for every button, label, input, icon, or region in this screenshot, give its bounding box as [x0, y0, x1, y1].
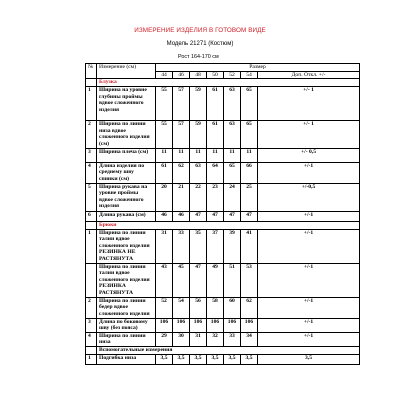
row-value: 11 [173, 148, 190, 162]
row-value: 47 [241, 211, 258, 221]
row-value: 31 [190, 332, 207, 346]
row-value: 52 [156, 297, 173, 318]
row-value: 35 [190, 229, 207, 263]
row-tolerance: +/-1 [258, 332, 360, 346]
row-label: Подгибка низа [97, 354, 156, 364]
row-value: 61 [207, 121, 224, 148]
row-label: Ширина плеча (см) [97, 148, 156, 162]
row-value: 47 [190, 263, 207, 297]
row-label: Длина по боковому шву (без пояса) [97, 318, 156, 332]
model-label: Модель 21271 (Костюм) [166, 41, 234, 47]
row-value: 31 [156, 229, 173, 263]
row-value: 57 [173, 121, 190, 148]
row-value: 106 [190, 318, 207, 332]
row-value: 24 [224, 183, 241, 211]
row-value: 11 [224, 148, 241, 162]
row-value: 29 [156, 332, 173, 346]
row-number: 3 [86, 318, 97, 332]
row-value: 62 [241, 297, 258, 318]
row-value: 3,5 [207, 354, 224, 364]
row-tolerance: +/-1 [258, 263, 360, 297]
row-value: 59 [190, 121, 207, 148]
row-value: 11 [190, 148, 207, 162]
row-value: 46 [156, 211, 173, 221]
row-value: 65 [241, 87, 258, 121]
row-value: 106 [241, 318, 258, 332]
row-value: 47 [224, 211, 241, 221]
table-row [86, 211, 360, 221]
table-row [86, 354, 360, 364]
row-label: Ширина рукава на уровне проймы вдвое сложенного изделия [97, 183, 156, 211]
document-title: ИЗМЕРЕНИЕ ИЗДЕЛИЯ В ГОТОВОМ ВИДЕ [134, 27, 266, 34]
row-tolerance: +/- 1 [258, 121, 360, 148]
row-value: 3,5 [173, 354, 190, 364]
table-row [86, 162, 360, 183]
row-label: Ширина по линии низа вдвое сложенного изделия (см) [97, 121, 156, 148]
row-number: 4 [86, 162, 97, 183]
row-value: 46 [173, 211, 190, 221]
row-value: 54 [173, 297, 190, 318]
row-number: 1 [86, 354, 97, 364]
row-number: 2 [86, 121, 97, 148]
row-tolerance: +/-1 [258, 229, 360, 263]
row-value: 41 [241, 229, 258, 263]
row-value: 3,5 [156, 354, 173, 364]
table-row [86, 148, 360, 162]
row-value: 60 [224, 297, 241, 318]
row-value: 3,5 [224, 354, 241, 364]
row-label: Длина рукава (см) [97, 211, 156, 221]
table-row [86, 183, 360, 211]
row-value: 55 [156, 87, 173, 121]
row-value: 11 [156, 148, 173, 162]
row-tolerance: +/- 0,5 [258, 148, 360, 162]
table-row [86, 87, 360, 121]
row-number: 2 [86, 297, 97, 318]
row-value: 57 [173, 87, 190, 121]
row-value: 65 [241, 121, 258, 148]
row-value: 21 [173, 183, 190, 211]
table-row [86, 263, 360, 297]
row-value: 64 [207, 162, 224, 183]
row-label: Ширина по линии низа [97, 332, 156, 346]
row-tolerance: +/-0,5 [258, 183, 360, 211]
row-tolerance: +/- 1 [258, 87, 360, 121]
row-value: 106 [173, 318, 190, 332]
row-value: 61 [156, 162, 173, 183]
row-value: 30 [173, 332, 190, 346]
row-value: 55 [156, 121, 173, 148]
header-size-54: 54 [241, 71, 258, 79]
row-tolerance: 3,5 [258, 354, 360, 364]
header-size-52: 52 [224, 71, 241, 79]
row-value: 33 [224, 332, 241, 346]
header-row-1 [86, 64, 360, 72]
section-title: Брюки [97, 221, 360, 229]
row-value: 25 [241, 183, 258, 211]
row-value: 53 [241, 263, 258, 297]
row-value: 106 [156, 318, 173, 332]
section-row [86, 221, 360, 229]
row-number: 6 [86, 211, 97, 221]
section-num [86, 346, 97, 354]
row-value: 58 [207, 297, 224, 318]
row-value: 37 [207, 229, 224, 263]
row-number: 1 [86, 87, 97, 121]
header-tolerance: Доп. Откл. +/- [258, 71, 360, 79]
header-size-48: 48 [190, 71, 207, 79]
section-title: Блузка [97, 79, 360, 87]
row-value: 56 [190, 297, 207, 318]
row-value: 32 [207, 332, 224, 346]
row-value: 3,5 [241, 354, 258, 364]
row-value: 47 [207, 211, 224, 221]
row-value: 66 [241, 162, 258, 183]
section-row [86, 346, 360, 354]
row-value: 62 [173, 162, 190, 183]
header-size-46: 46 [173, 71, 190, 79]
header-size-50: 50 [207, 71, 224, 79]
row-value: 63 [224, 121, 241, 148]
row-value: 43 [156, 263, 173, 297]
row-value: 34 [241, 332, 258, 346]
row-value: 23 [207, 183, 224, 211]
row-value: 39 [224, 229, 241, 263]
row-value: 45 [173, 263, 190, 297]
section-num [86, 79, 97, 87]
header-size: Размер [156, 64, 360, 72]
row-value: 11 [241, 148, 258, 162]
section-num [86, 221, 97, 229]
row-value: 106 [224, 318, 241, 332]
header-measure: Измерение (см) [97, 64, 156, 79]
row-value: 51 [224, 263, 241, 297]
header-num: № [86, 64, 97, 79]
row-value: 65 [224, 162, 241, 183]
row-value: 63 [224, 87, 241, 121]
row-value: 61 [207, 87, 224, 121]
table-row [86, 297, 360, 318]
row-value: 22 [190, 183, 207, 211]
row-number: 1 [86, 229, 97, 263]
row-value: 63 [190, 162, 207, 183]
table-row [86, 332, 360, 346]
row-tolerance: +/-1 [258, 297, 360, 318]
row-label: Длина изделия по среднему шву спинки (см) [97, 162, 156, 183]
row-number: 3 [86, 148, 97, 162]
row-value: 49 [207, 263, 224, 297]
section-title: Вспомогательные измерения [97, 346, 360, 354]
row-value: 106 [207, 318, 224, 332]
header-size-44: 44 [156, 71, 173, 79]
row-label: Ширина по линии бедер вдвое сложенного изделия [97, 297, 156, 318]
row-label: Ширина по линии талии вдвое сложенного изделия РЕЗИНКА РАСТЯНУТА [97, 263, 156, 297]
row-label: Ширина на уровне глубины проймы вдвое сложенного изделия [97, 87, 156, 121]
row-value: 3,5 [190, 354, 207, 364]
row-label: Ширина по линии талии вдвое сложенного изделия РЕЗИНКА НЕ РАСТЯНУТА [97, 229, 156, 263]
measurement-table [85, 63, 360, 365]
row-number: 4 [86, 332, 97, 346]
row-value: 33 [173, 229, 190, 263]
row-value: 20 [156, 183, 173, 211]
row-number [86, 263, 97, 297]
table-row [86, 229, 360, 263]
row-tolerance: +/-1 [258, 318, 360, 332]
row-tolerance: +/-1 [258, 211, 360, 221]
table-row [86, 318, 360, 332]
row-tolerance: +/-1 [258, 162, 360, 183]
section-row [86, 79, 360, 87]
table-row [86, 121, 360, 148]
row-value: 59 [190, 87, 207, 121]
row-value: 47 [190, 211, 207, 221]
height-label: Рост 164-170 см [178, 54, 219, 60]
row-number: 5 [86, 183, 97, 211]
row-value: 11 [207, 148, 224, 162]
